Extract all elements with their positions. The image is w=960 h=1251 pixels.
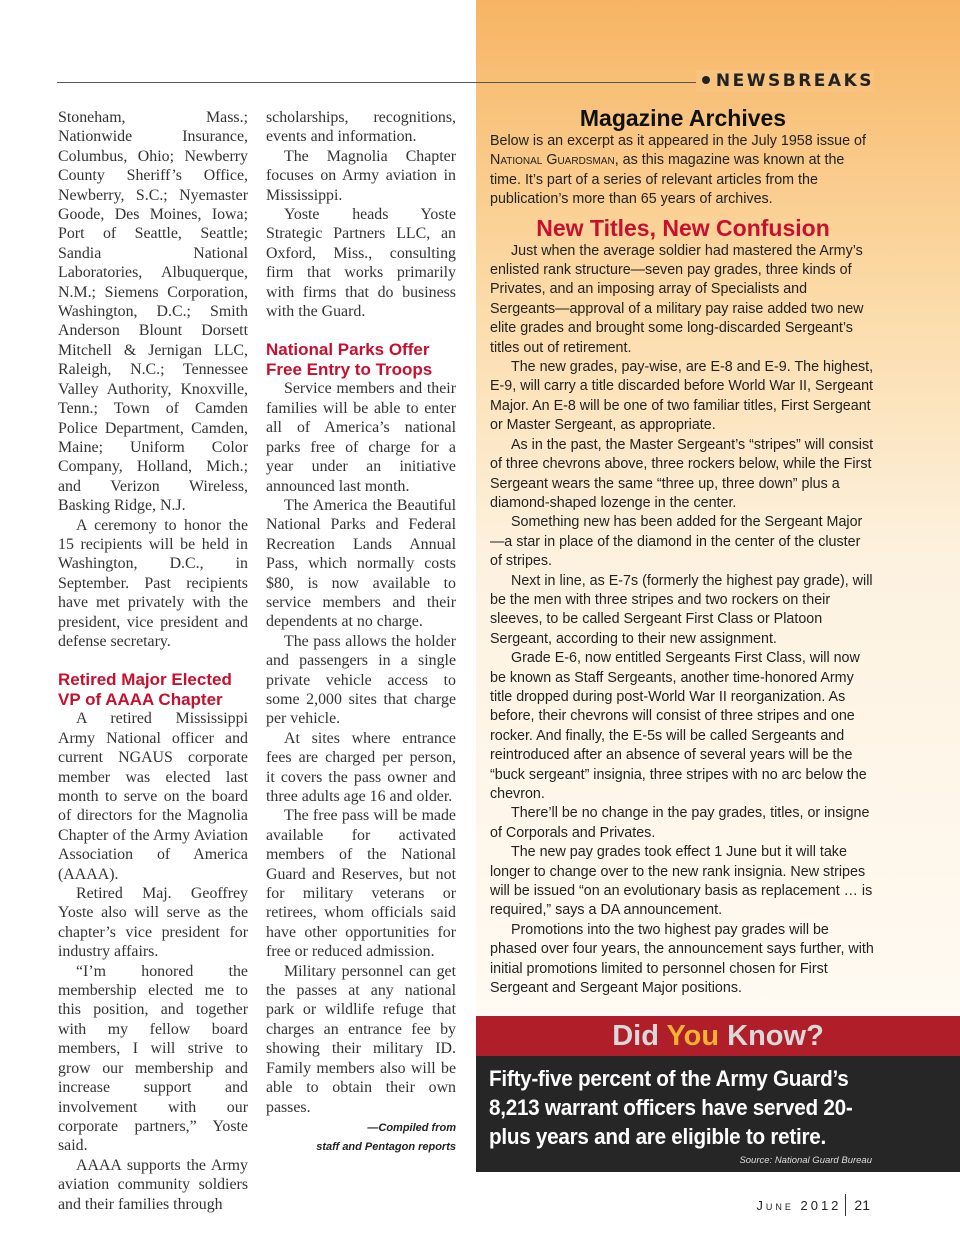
section-label: NEWSBREAKS (715, 71, 874, 91)
left-column (58, 108, 248, 1214)
paragraph: A ceremony to honor the 15 recipients will be held in Washington, D.C., in September. Past recipients have met privately with the president, vice president and defense secretary. (58, 516, 248, 650)
section-tag (696, 70, 874, 92)
page-number: 21 (854, 1197, 870, 1213)
did-you-know-header (476, 1016, 960, 1056)
middle-column (266, 108, 456, 1157)
excerpt-headline: New Titles, New Confusion (536, 214, 830, 241)
article-heading: Retired Major Elected VP of AAAA Chapter (58, 670, 232, 709)
footer-divider (845, 1194, 846, 1216)
excerpt-paragraph: Just when the average soldier had mastered the Army’s enlisted rank structure—seven pay grades, three kinds of Privates, and an imposing array of Specialists and Sergeants—approval of a military pay raise added two new elite grades and brought some long-discarded Sergeant’s titles out of retirement. (490, 242, 864, 356)
sidebar-intro (490, 132, 876, 210)
paragraph: Service members and their families will be able to enter all of America’s national parks free of charge for a year under an initiative announced last month. (266, 380, 456, 495)
paragraph: At sites where entrance fees are charged per person, it covers the pass owner and three adults age 16 and older. (266, 729, 456, 805)
dyk-source: Source: National Guard Bureau (739, 1155, 872, 1166)
page-footer (756, 1194, 870, 1216)
intro-text: , as this magazine was known at the time. It’s part of a series of relevant articles from the publication’s more than 65 years of archives. (490, 152, 845, 208)
did-you-know-box (476, 1056, 960, 1172)
magazine-name: National Guardsman (490, 152, 615, 169)
excerpt-paragraph: The new grades, pay-wise, are E-8 and E-9. The highest, E-9, will carry a title discarded before World War II, Sergeant Major. An E-8 will be one of two familiar titles, First Sergeant or Master Sergeant, as appropriate. (490, 359, 874, 434)
paragraph: The pass allows the holder and passengers in a single private vehicle access to some 2,000 sites that charge per vehicle. (266, 632, 456, 728)
credit-line: staff and Pentagon reports (316, 1140, 456, 1153)
paragraph: A retired Mississippi Army National officer and current NGAUS corporate member was elected last month to serve on the board of directors for the Magnolia Chapter of the Army Aviation Association of America (AAAA). (58, 710, 248, 883)
intro-text: Below is an excerpt as it appeared in the July 1958 issue of (490, 133, 866, 149)
paragraph: scholarships, recognitions, events and information. (266, 109, 456, 146)
paragraph: Stoneham, Mass.; Nationwide Insurance, Columbus, Ohio; Newberry County Sheriff’s Office, Newberry, S.C.; Nyemaster Goode, Des Moines, Iowa; Port of Seattle, Seattle; Sandia National Laboratories, Albuquerque, N.M.; Siemens Corporation, Washington, D.C.; Smith Anderson Blount Dorsett Mitchell & Jernigan LLC, Raleigh, N.C.; Tennessee Valley Authority, Knoxville, Tenn.; Town of Camden Police Department, Camden, Maine; Uniform Color Company, Holland, Mich.; and Verizon Wireless, Basking Ridge, N.J. (58, 109, 248, 515)
paragraph: The free pass will be made available for activated members of the National Guard and Reserves, but not for military veterans or retirees, whom officials said have other opportunities for free or reduced admission. (266, 807, 456, 961)
article-heading: National Parks Offer Free Entry to Troops (266, 340, 433, 379)
dyk-fact: Fifty-five percent of the Army Guard’s 8,213 warrant officers have served 20-plus years and are eligible to retire. (489, 1066, 853, 1149)
bullet-icon (702, 76, 710, 84)
excerpt-paragraph: The new pay grades took effect 1 June but it will take longer to change over to the new rank insignia. New stripes will be issued “on an evolutionary basis as replacement … is required,” says a DA announcement. (490, 844, 873, 919)
article-credit (266, 1119, 456, 1157)
excerpt-paragraph: Something new has been added for the Sergeant Major—a star in place of the diamond in the center of the cluster of stripes. (490, 514, 863, 570)
dyk-title-highlight: You (666, 1020, 720, 1052)
paragraph: Military personnel can get the passes at any national park or wildlife refuge that charges an entrance fee by showing their military ID. Family members also will be able to obtain their own passes. (266, 962, 456, 1116)
paragraph: AAAA supports the Army aviation community soldiers and their families through (58, 1156, 248, 1213)
excerpt-paragraph: Grade E-6, now entitled Sergeants First Class, will now be known as Staff Sergeants, another time-honored Army title dropped during post-World War II reorganization. As before, their chevrons will consist of three stripes and one rocker. And finally, the E-5s will be called Sergeants and reintroduced after an absence of several years will be the “buck sergeant” insignia, three stripes with no arc below the chevron. (490, 650, 867, 802)
excerpt-paragraph: There’ll be no change in the pay grades, titles, or insigne of Corporals and Privates. (490, 805, 870, 841)
paragraph: The Magnolia Chapter focuses on Army aviation in Mississippi. (266, 147, 456, 204)
excerpt-paragraph: As in the past, the Master Sergeant’s “stripes” will consist of three chevrons above, three rockers below, while the First Sergeant wears the same “three up, three down” plus a diamond-shaped lozenge in the center. (490, 436, 874, 511)
excerpt-paragraph: Promotions into the two highest pay grades will be phased over four years, the announcement says further, with initial promotions limited to personnel chosen for First Sergeant and Sergeant Major positions. (490, 921, 874, 997)
paragraph: Retired Maj. Geoffrey Yoste also will serve as the chapter’s vice president for industry affairs. (58, 885, 248, 961)
magazine-archives-sidebar (490, 104, 876, 998)
excerpt-paragraph: Next in line, as E-7s (formerly the highest pay grade), will be the men with three stripes and two rockers on their sleeves, to be called Sergeant First Class or Platoon Sergeant, according to their new assignment. (490, 572, 873, 647)
paragraph: Yoste heads Yoste Strategic Partners LLC, an Oxford, Miss., consulting firm that works primarily with firms that do business with the Guard. (266, 206, 456, 321)
paragraph: “I’m honored the membership elected me to this position, and together with my fellow board members, I will strive to grow our membership and increase support and involvement with our corporate partners,” Yoste said. (58, 962, 248, 1155)
dyk-title-part: Know? (719, 1020, 824, 1052)
paragraph: The America the Beautiful National Parks and Federal Recreation Lands Annual Pass, which normally costs $80, is now available to service members and their dependents at no charge. (266, 496, 456, 631)
issue-date: June 2012 (756, 1198, 842, 1213)
sidebar-title: Magazine Archives (579, 105, 787, 131)
credit-line: —Compiled from (367, 1121, 456, 1134)
dyk-title-part: Did (612, 1020, 667, 1052)
